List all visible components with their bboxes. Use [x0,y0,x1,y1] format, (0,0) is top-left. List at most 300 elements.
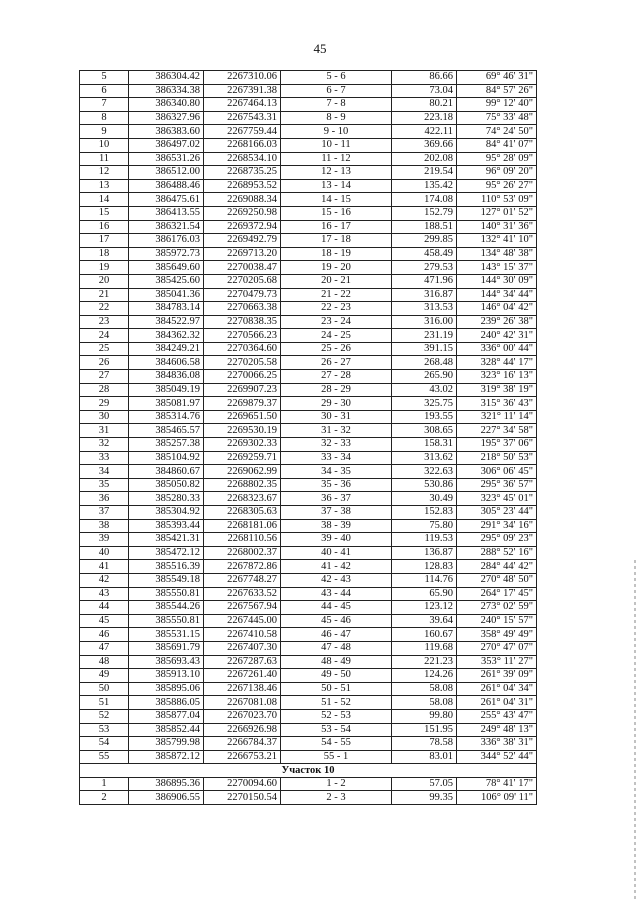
y-coordinate-cell: 2267410.58 [204,628,281,642]
x-coordinate-cell: 385693.43 [129,655,204,669]
point-number-cell: 43 [80,587,129,601]
y-coordinate-cell: 2270150.54 [204,791,281,805]
bearing-cell: 84° 57' 26" [457,84,537,98]
table-row [80,71,537,85]
point-number-cell: 30 [80,410,129,424]
length-cell: 193.55 [392,410,457,424]
y-coordinate-cell: 2268166.03 [204,138,281,152]
x-coordinate-cell: 384522.97 [129,315,204,329]
y-coordinate-cell: 2267464.13 [204,98,281,112]
segment-cell: 50 - 51 [281,682,392,696]
x-coordinate-cell: 385393.44 [129,519,204,533]
x-coordinate-cell: 384249.21 [129,342,204,356]
x-coordinate-cell: 386176.03 [129,234,204,248]
table-row [80,465,537,479]
segment-cell: 46 - 47 [281,628,392,642]
segment-cell: 20 - 21 [281,274,392,288]
y-coordinate-cell: 2267748.27 [204,573,281,587]
segment-cell: 35 - 36 [281,478,392,492]
section-header-row [80,764,537,778]
point-number-cell: 48 [80,655,129,669]
y-coordinate-cell: 2270663.38 [204,302,281,316]
bearing-cell: 323° 45' 01" [457,492,537,506]
point-number-cell: 45 [80,614,129,628]
table-row [80,138,537,152]
length-cell: 325.75 [392,397,457,411]
length-cell: 174.08 [392,193,457,207]
y-coordinate-cell: 2267445.00 [204,614,281,628]
length-cell: 78.58 [392,737,457,751]
point-number-cell: 29 [80,397,129,411]
length-cell: 114.76 [392,573,457,587]
x-coordinate-cell: 385550.81 [129,614,204,628]
length-cell: 268.48 [392,356,457,370]
table-row [80,125,537,139]
point-number-cell: 50 [80,682,129,696]
x-coordinate-cell: 386327.96 [129,111,204,125]
point-number-cell: 18 [80,247,129,261]
x-coordinate-cell: 384783.14 [129,302,204,316]
x-coordinate-cell: 385465.57 [129,424,204,438]
table-row [80,601,537,615]
segment-cell: 48 - 49 [281,655,392,669]
table-row [80,247,537,261]
x-coordinate-cell: 385799.98 [129,737,204,751]
x-coordinate-cell: 385304.92 [129,506,204,520]
point-number-cell: 47 [80,641,129,655]
y-coordinate-cell: 2269372.94 [204,220,281,234]
point-number-cell: 32 [80,438,129,452]
x-coordinate-cell: 385895.06 [129,682,204,696]
y-coordinate-cell: 2268181.06 [204,519,281,533]
y-coordinate-cell: 2268802.35 [204,478,281,492]
length-cell: 391.15 [392,342,457,356]
x-coordinate-cell: 385872.12 [129,750,204,764]
x-coordinate-cell: 385425.60 [129,274,204,288]
x-coordinate-cell: 385050.82 [129,478,204,492]
bearing-cell: 295° 09' 23" [457,533,537,547]
x-coordinate-cell: 385257.38 [129,438,204,452]
y-coordinate-cell: 2267081.08 [204,696,281,710]
x-coordinate-cell: 385041.36 [129,288,204,302]
length-cell: 158.31 [392,438,457,452]
point-number-cell: 35 [80,478,129,492]
point-number-cell: 23 [80,315,129,329]
segment-cell: 53 - 54 [281,723,392,737]
segment-cell: 5 - 6 [281,71,392,85]
length-cell: 458.49 [392,247,457,261]
point-number-cell: 25 [80,342,129,356]
length-cell: 316.87 [392,288,457,302]
length-cell: 151.95 [392,723,457,737]
y-coordinate-cell: 2269062.99 [204,465,281,479]
length-cell: 313.53 [392,302,457,316]
y-coordinate-cell: 2267567.94 [204,601,281,615]
x-coordinate-cell: 385049.19 [129,383,204,397]
length-cell: 279.53 [392,261,457,275]
bearing-cell: 143° 15' 37" [457,261,537,275]
bearing-cell: 261° 39' 09" [457,669,537,683]
length-cell: 39.64 [392,614,457,628]
segment-cell: 25 - 26 [281,342,392,356]
point-number-cell: 41 [80,560,129,574]
length-cell: 322.63 [392,465,457,479]
table-row [80,98,537,112]
y-coordinate-cell: 2267407.30 [204,641,281,655]
point-number-cell: 9 [80,125,129,139]
bearing-cell: 144° 30' 09" [457,274,537,288]
length-cell: 80.21 [392,98,457,112]
point-number-cell: 46 [80,628,129,642]
x-coordinate-cell: 385913.10 [129,669,204,683]
scan-edge-artifact [634,560,636,900]
point-number-cell: 36 [80,492,129,506]
x-coordinate-cell: 386906.55 [129,791,204,805]
bearing-cell: 255° 43' 47" [457,709,537,723]
y-coordinate-cell: 2268735.25 [204,166,281,180]
x-coordinate-cell: 384606.58 [129,356,204,370]
table-row [80,220,537,234]
y-coordinate-cell: 2269907.23 [204,383,281,397]
segment-cell: 44 - 45 [281,601,392,615]
y-coordinate-cell: 2266926.98 [204,723,281,737]
segment-cell: 8 - 9 [281,111,392,125]
table-row [80,288,537,302]
bearing-cell: 132° 41' 10" [457,234,537,248]
table-row [80,737,537,751]
length-cell: 58.08 [392,682,457,696]
y-coordinate-cell: 2268002.37 [204,546,281,560]
x-coordinate-cell: 385314.76 [129,410,204,424]
segment-cell: 41 - 42 [281,560,392,574]
table-row [80,506,537,520]
table-row [80,315,537,329]
length-cell: 58.08 [392,696,457,710]
x-coordinate-cell: 385852.44 [129,723,204,737]
y-coordinate-cell: 2267310.06 [204,71,281,85]
bearing-cell: 306° 06' 45" [457,465,537,479]
length-cell: 221.23 [392,655,457,669]
point-number-cell: 44 [80,601,129,615]
x-coordinate-cell: 385649.60 [129,261,204,275]
bearing-cell: 315° 36' 43" [457,397,537,411]
y-coordinate-cell: 2268110.56 [204,533,281,547]
bearing-cell: 321° 11' 14" [457,410,537,424]
point-number-cell: 21 [80,288,129,302]
bearing-cell: 288° 52' 16" [457,546,537,560]
table-row [80,560,537,574]
bearing-cell: 270° 48' 50" [457,573,537,587]
segment-cell: 14 - 15 [281,193,392,207]
segment-cell: 23 - 24 [281,315,392,329]
x-coordinate-cell: 386340.80 [129,98,204,112]
bearing-cell: 106° 09' 11" [457,791,537,805]
segment-cell: 47 - 48 [281,641,392,655]
segment-cell: 42 - 43 [281,573,392,587]
segment-cell: 21 - 22 [281,288,392,302]
bearing-cell: 336° 38' 31" [457,737,537,751]
y-coordinate-cell: 2268534.10 [204,152,281,166]
page-number: 45 [313,41,327,56]
y-coordinate-cell: 2269088.34 [204,193,281,207]
bearing-cell: 95° 28' 09" [457,152,537,166]
bearing-cell: 319° 38' 19" [457,383,537,397]
y-coordinate-cell: 2267138.46 [204,682,281,696]
length-cell: 422.11 [392,125,457,139]
bearing-cell: 305° 23' 44" [457,506,537,520]
table-row [80,519,537,533]
length-cell: 75.80 [392,519,457,533]
x-coordinate-cell: 385531.15 [129,628,204,642]
segment-cell: 36 - 37 [281,492,392,506]
x-coordinate-cell: 385972.73 [129,247,204,261]
y-coordinate-cell: 2267633.52 [204,587,281,601]
length-cell: 299.85 [392,234,457,248]
point-number-cell: 14 [80,193,129,207]
length-cell: 313.62 [392,451,457,465]
point-number-cell: 54 [80,737,129,751]
point-number-cell: 10 [80,138,129,152]
y-coordinate-cell: 2269651.50 [204,410,281,424]
segment-cell: 1 - 2 [281,777,392,791]
table-row [80,383,537,397]
point-number-cell: 28 [80,383,129,397]
point-number-cell: 22 [80,302,129,316]
table-row [80,438,537,452]
table-row [80,682,537,696]
bearing-cell: 239° 26' 38" [457,315,537,329]
table-row [80,451,537,465]
table-row [80,777,537,791]
table-row [80,261,537,275]
segment-cell: 55 - 1 [281,750,392,764]
point-number-cell: 39 [80,533,129,547]
bearing-cell: 69° 46' 31" [457,71,537,85]
table-row [80,84,537,98]
point-number-cell: 15 [80,206,129,220]
table-row [80,723,537,737]
y-coordinate-cell: 2267759.44 [204,125,281,139]
point-number-cell: 37 [80,506,129,520]
point-number-cell: 42 [80,573,129,587]
length-cell: 223.18 [392,111,457,125]
point-number-cell: 40 [80,546,129,560]
length-cell: 369.66 [392,138,457,152]
x-coordinate-cell: 385544.26 [129,601,204,615]
y-coordinate-cell: 2268305.63 [204,506,281,520]
bearing-cell: 261° 04' 34" [457,682,537,696]
bearing-cell: 84° 41' 07" [457,138,537,152]
segment-cell: 13 - 14 [281,179,392,193]
segment-cell: 30 - 31 [281,410,392,424]
y-coordinate-cell: 2267872.86 [204,560,281,574]
length-cell: 152.83 [392,506,457,520]
point-number-cell: 53 [80,723,129,737]
y-coordinate-cell: 2270205.58 [204,356,281,370]
y-coordinate-cell: 2268323.67 [204,492,281,506]
point-number-cell: 6 [80,84,129,98]
point-number-cell: 8 [80,111,129,125]
bearing-cell: 240° 15' 57" [457,614,537,628]
y-coordinate-cell: 2266784.37 [204,737,281,751]
length-cell: 188.51 [392,220,457,234]
coordinates-table-body [80,71,537,805]
bearing-cell: 195° 37' 06" [457,438,537,452]
length-cell: 99.35 [392,791,457,805]
table-row [80,370,537,384]
table-row [80,302,537,316]
bearing-cell: 240° 42' 31" [457,329,537,343]
bearing-cell: 74° 24' 50" [457,125,537,139]
bearing-cell: 140° 31' 36" [457,220,537,234]
x-coordinate-cell: 386304.42 [129,71,204,85]
segment-cell: 6 - 7 [281,84,392,98]
point-number-cell: 11 [80,152,129,166]
x-coordinate-cell: 386321.54 [129,220,204,234]
bearing-cell: 95° 26' 27" [457,179,537,193]
table-row [80,329,537,343]
segment-cell: 7 - 8 [281,98,392,112]
point-number-cell: 33 [80,451,129,465]
x-coordinate-cell: 385472.12 [129,546,204,560]
table-row [80,356,537,370]
segment-cell: 37 - 38 [281,506,392,520]
point-number-cell: 52 [80,709,129,723]
length-cell: 316.00 [392,315,457,329]
bearing-cell: 99° 12' 40" [457,98,537,112]
length-cell: 530.86 [392,478,457,492]
table-row [80,492,537,506]
length-cell: 160.67 [392,628,457,642]
length-cell: 219.54 [392,166,457,180]
bearing-cell: 227° 34' 58" [457,424,537,438]
length-cell: 99.80 [392,709,457,723]
y-coordinate-cell: 2269492.79 [204,234,281,248]
length-cell: 128.83 [392,560,457,574]
bearing-cell: 127° 01' 52" [457,206,537,220]
segment-cell: 38 - 39 [281,519,392,533]
x-coordinate-cell: 385516.39 [129,560,204,574]
x-coordinate-cell: 384860.67 [129,465,204,479]
y-coordinate-cell: 2269259.71 [204,451,281,465]
segment-cell: 19 - 20 [281,261,392,275]
x-coordinate-cell: 385886.05 [129,696,204,710]
length-cell: 57.05 [392,777,457,791]
bearing-cell: 323° 16' 13" [457,370,537,384]
y-coordinate-cell: 2270205.68 [204,274,281,288]
segment-cell: 43 - 44 [281,587,392,601]
x-coordinate-cell: 385549.18 [129,573,204,587]
bearing-cell: 96° 09' 20" [457,166,537,180]
length-cell: 471.96 [392,274,457,288]
point-number-cell: 5 [80,71,129,85]
y-coordinate-cell: 2267261.40 [204,669,281,683]
x-coordinate-cell: 384836.08 [129,370,204,384]
point-number-cell: 13 [80,179,129,193]
point-number-cell: 31 [80,424,129,438]
bearing-cell: 144° 34' 44" [457,288,537,302]
y-coordinate-cell: 2270364.60 [204,342,281,356]
y-coordinate-cell: 2270838.35 [204,315,281,329]
bearing-cell: 291° 34' 16" [457,519,537,533]
table-row [80,750,537,764]
segment-cell: 29 - 30 [281,397,392,411]
point-number-cell: 51 [80,696,129,710]
point-number-cell: 16 [80,220,129,234]
point-number-cell: 27 [80,370,129,384]
segment-cell: 52 - 53 [281,709,392,723]
table-row [80,614,537,628]
table-row [80,628,537,642]
x-coordinate-cell: 385280.33 [129,492,204,506]
bearing-cell: 261° 04' 31" [457,696,537,710]
length-cell: 152.79 [392,206,457,220]
length-cell: 202.08 [392,152,457,166]
segment-cell: 17 - 18 [281,234,392,248]
y-coordinate-cell: 2270066.25 [204,370,281,384]
point-number-cell: 12 [80,166,129,180]
segment-cell: 31 - 32 [281,424,392,438]
table-row [80,410,537,424]
length-cell: 83.01 [392,750,457,764]
table-row [80,573,537,587]
y-coordinate-cell: 2267287.63 [204,655,281,669]
table-row [80,234,537,248]
point-number-cell: 34 [80,465,129,479]
x-coordinate-cell: 385104.92 [129,451,204,465]
x-coordinate-cell: 385877.04 [129,709,204,723]
table-row [80,152,537,166]
length-cell: 43.02 [392,383,457,397]
section-title: Участок 10 [80,764,537,778]
y-coordinate-cell: 2266753.21 [204,750,281,764]
segment-cell: 9 - 10 [281,125,392,139]
y-coordinate-cell: 2267543.31 [204,111,281,125]
segment-cell: 26 - 27 [281,356,392,370]
point-number-cell: 20 [80,274,129,288]
segment-cell: 11 - 12 [281,152,392,166]
table-row [80,709,537,723]
length-cell: 119.68 [392,641,457,655]
x-coordinate-cell: 386531.26 [129,152,204,166]
length-cell: 86.66 [392,71,457,85]
point-number-cell: 2 [80,791,129,805]
length-cell: 124.26 [392,669,457,683]
y-coordinate-cell: 2270479.73 [204,288,281,302]
length-cell: 135.42 [392,179,457,193]
point-number-cell: 7 [80,98,129,112]
y-coordinate-cell: 2269713.20 [204,247,281,261]
length-cell: 265.90 [392,370,457,384]
segment-cell: 49 - 50 [281,669,392,683]
x-coordinate-cell: 386383.60 [129,125,204,139]
bearing-cell: 295° 36' 57" [457,478,537,492]
segment-cell: 28 - 29 [281,383,392,397]
segment-cell: 45 - 46 [281,614,392,628]
x-coordinate-cell: 385691.79 [129,641,204,655]
bearing-cell: 249° 48' 13" [457,723,537,737]
bearing-cell: 264° 17' 45" [457,587,537,601]
x-coordinate-cell: 386895.36 [129,777,204,791]
segment-cell: 32 - 33 [281,438,392,452]
bearing-cell: 358° 49' 49" [457,628,537,642]
point-number-cell: 55 [80,750,129,764]
table-row [80,397,537,411]
table-row [80,546,537,560]
segment-cell: 18 - 19 [281,247,392,261]
length-cell: 119.53 [392,533,457,547]
segment-cell: 27 - 28 [281,370,392,384]
